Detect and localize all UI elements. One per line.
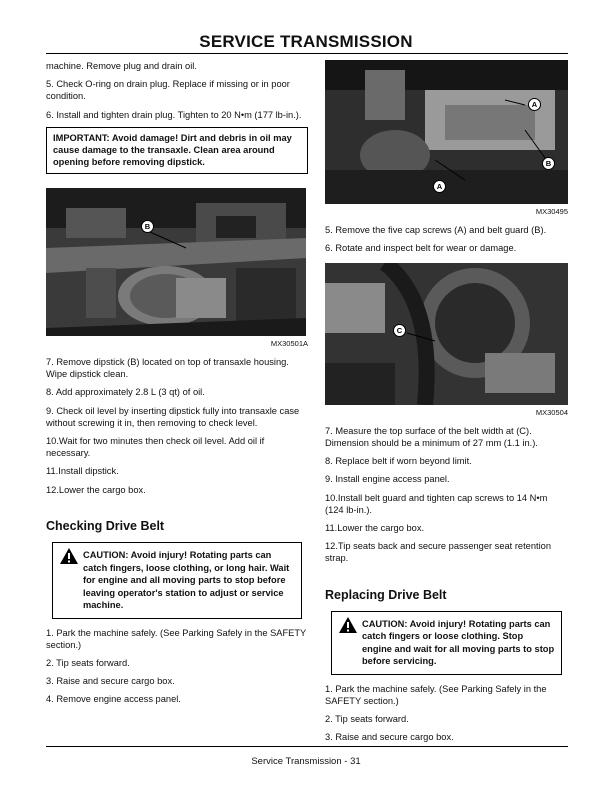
warning-icon	[59, 547, 79, 565]
step-7: 7. Remove dipstick (B) located on top of transaxle housing. Wipe dipstick clean.	[46, 357, 289, 380]
figure-label: MX30504	[535, 407, 568, 417]
step-6: 6. Rotate and inspect belt for wear or damage.	[325, 243, 517, 254]
step-12: 12.Lower the cargo box.	[46, 484, 146, 495]
step-6: 6. Install and tighten drain plug. Tighten to 20 N•m (177 lb-in.).	[46, 109, 302, 120]
caution-notice	[331, 611, 562, 675]
step-5: 5. Check O-ring on drain plug. Replace if missing or in poor condition.	[46, 79, 290, 102]
belt-guard-photo	[325, 60, 568, 204]
caution-text: CAUTION: Avoid injury! Rotating parts can catch fingers or loose clothing. Stop engine and wait for all moving parts to stop before servicing.	[362, 618, 555, 667]
step-9: 9. Check oil level by inserting dipstick fully into transaxle case without screwing it in, then removing to check level.	[46, 405, 300, 428]
step-12: 12.Tip seats back and secure passenger seat retention strap.	[325, 541, 552, 564]
step-10: 10.Install belt guard and tighten cap screws to 14 N•m (124 lb-in.).	[325, 492, 548, 515]
step-2: 2. Tip seats forward.	[325, 714, 409, 725]
important-notice: IMPORTANT: Avoid damage! Dirt and debris in oil may cause damage to the transaxle. Clean area around opening before removing dipstick.	[46, 127, 308, 174]
page-footer: Service Transmission - 31	[251, 756, 361, 767]
figure-label: MX30501A	[270, 338, 308, 348]
callout-c: C	[393, 324, 406, 337]
paragraph: machine. Remove plug and drain oil.	[46, 61, 197, 71]
step-11: 11.Install dipstick.	[46, 466, 119, 477]
caution-text: CAUTION: Avoid injury! Rotating parts can catch fingers, loose clothing, or long hair. Wait for engine and all moving parts to stop before leaving operator's station to adjust or service machine.	[83, 550, 290, 611]
footer-rule	[46, 746, 568, 747]
step-9: 9. Install engine access panel.	[325, 474, 450, 485]
step-8: 8. Add approximately 2.8 L (3 qt) of oil.	[46, 387, 205, 398]
section-heading: Checking Drive Belt	[46, 518, 165, 533]
section-heading: Replacing Drive Belt	[325, 587, 447, 602]
step-2: 2. Tip seats forward.	[46, 657, 130, 668]
step-1: 1. Park the machine safely. (See Parking Safely in the SAFETY section.)	[325, 683, 547, 707]
callout-b: B	[542, 157, 555, 170]
step-10: 10.Wait for two minutes then check oil level. Add oil if necessary.	[46, 436, 265, 459]
header-rule	[46, 53, 568, 54]
step-3: 3. Raise and secure cargo box.	[46, 676, 175, 687]
callout-b: B	[141, 220, 154, 233]
callout-a: A	[433, 180, 446, 193]
caution-notice	[52, 542, 302, 619]
drive-belt-photo	[325, 263, 568, 405]
warning-icon	[338, 616, 358, 634]
step-4: 4. Remove engine access panel.	[46, 694, 181, 705]
dipstick-photo	[46, 188, 306, 336]
step-7: 7. Measure the top surface of the belt width at (C). Dimension should be a minimum of 27 mm (1.1 in.).	[325, 425, 538, 449]
step-11: 11.Lower the cargo box.	[325, 523, 425, 534]
page-title: SERVICE TRANSMISSION	[199, 32, 413, 51]
right-column	[325, 60, 568, 750]
callout-a: A	[528, 98, 541, 111]
step-8: 8. Replace belt if worn beyond limit.	[325, 456, 472, 467]
step-5: 5. Remove the five cap screws (A) and belt guard (B).	[325, 225, 547, 236]
step-1: 1. Park the machine safely. (See Parking Safely in the SAFETY section.)	[46, 627, 307, 650]
step-3: 3. Raise and secure cargo box.	[325, 732, 454, 743]
left-column	[46, 60, 308, 712]
figure-label: MX30495	[535, 207, 568, 216]
